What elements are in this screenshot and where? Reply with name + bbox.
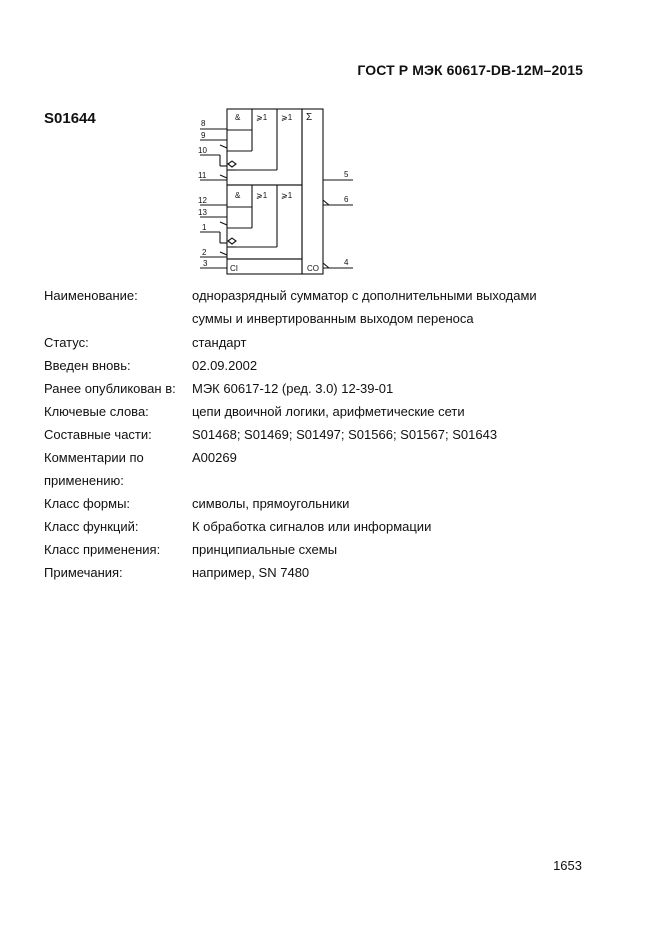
upper-and-label: & [235, 113, 241, 122]
field-label: Класс функций: [44, 519, 139, 534]
pin-label: 5 [344, 170, 349, 179]
field-row [44, 354, 604, 377]
field-value: символы, прямоугольники [192, 496, 350, 511]
attribute-table [44, 284, 604, 584]
field-label: Класс формы: [44, 496, 131, 511]
page-number: 1653 [553, 858, 582, 873]
field-label: Класс применения: [44, 542, 161, 557]
upper-or-label-2: ⩾1 [281, 113, 293, 122]
field-label: Примечания: [44, 565, 123, 580]
field-value: К обработка сигналов или информации [192, 519, 432, 534]
pin-label: 3 [203, 259, 208, 268]
adder-symbol-diagram [190, 104, 370, 276]
lower-open-circuit-mark [228, 238, 236, 244]
pin-label: 1 [202, 223, 207, 232]
field-row [44, 284, 604, 330]
pin-label: 12 [198, 196, 207, 205]
lower-or-label-2: ⩾1 [281, 191, 293, 200]
field-row [44, 561, 604, 584]
field-label: Ключевые слова: [44, 404, 149, 419]
field-row [44, 538, 604, 561]
lower-and-label: & [235, 191, 241, 200]
field-value: стандарт [192, 335, 247, 350]
pin-label: 10 [198, 146, 207, 155]
field-label: Наименование: [44, 288, 138, 303]
field-value: МЭК 60617-12 (ред. 3.0) 12-39-01 [192, 381, 394, 396]
pin-label: 6 [344, 195, 349, 204]
field-row [44, 446, 604, 492]
pin-label: 13 [198, 208, 207, 217]
ci-label: CI [230, 264, 238, 273]
field-label: Статус: [44, 335, 89, 350]
field-row [44, 331, 604, 354]
pin-label: 2 [202, 248, 207, 257]
field-row [44, 377, 604, 400]
field-label: Ранее опубликован в: [44, 381, 176, 396]
field-value: 02.09.2002 [192, 358, 258, 373]
field-value: S01468; S01469; S01497; S01566; S01567; S01643 [192, 427, 498, 442]
pin-label: 4 [344, 258, 349, 267]
field-value: принципиальные схемы [192, 542, 338, 557]
co-label: CO [307, 264, 319, 273]
field-row [44, 423, 604, 446]
field-label: Комментарии по применению: [44, 450, 144, 488]
field-label: Составные части: [44, 427, 152, 442]
pin-label: 9 [201, 131, 206, 140]
upper-open-circuit-mark [228, 161, 236, 167]
pin-label: 11 [198, 171, 207, 180]
field-value: одноразрядный сумматор с дополнительными выходами суммы и инвертированным выходом переноса [192, 288, 537, 326]
field-row [44, 515, 604, 538]
field-row [44, 400, 604, 423]
standard-header: ГОСТ Р МЭК 60617-DB-12M–2015 [357, 62, 583, 78]
pin-label: 8 [201, 119, 206, 128]
sum-symbol: Σ [306, 112, 313, 123]
field-row [44, 492, 604, 515]
sum-block [302, 109, 323, 274]
field-label: Введен вновь: [44, 358, 131, 373]
field-value: например, SN 7480 [192, 565, 310, 580]
field-value: цепи двоичной логики, арифметические сети [192, 404, 465, 419]
field-value: A00269 [192, 450, 237, 465]
upper-or-label-1: ⩾1 [256, 113, 268, 122]
symbol-id: S01644 [44, 110, 96, 127]
carry-in-block [227, 259, 302, 274]
lower-or-label-1: ⩾1 [256, 191, 268, 200]
